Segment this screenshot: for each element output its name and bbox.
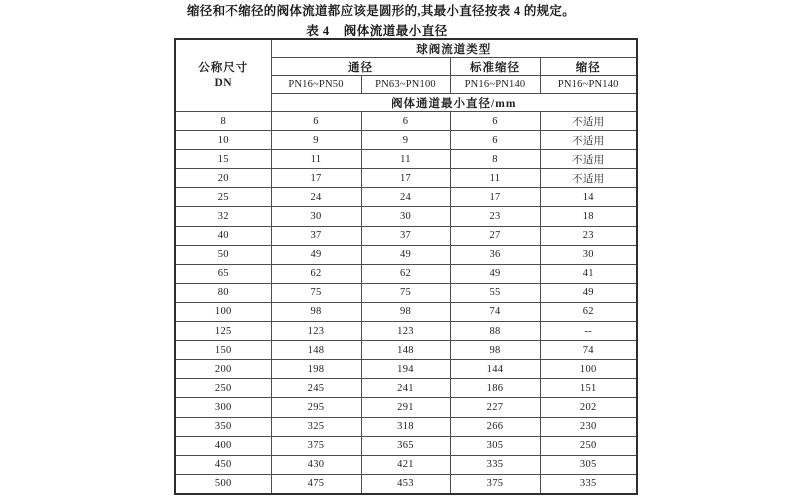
- table-row: [175, 302, 637, 321]
- min-bore-table: [174, 38, 638, 495]
- value-cell: 148: [361, 341, 450, 360]
- value-cell: 430: [271, 455, 361, 474]
- table-row: [175, 436, 637, 455]
- dn-cell: 15: [175, 150, 271, 169]
- table-row: [175, 455, 637, 474]
- table-row: [175, 188, 637, 207]
- value-cell: 6: [450, 112, 540, 131]
- value-cell: 98: [271, 302, 361, 321]
- dn-cell: 8: [175, 112, 271, 131]
- pn-range-cell-2: PN63~PN100: [361, 76, 450, 94]
- table-caption: [174, 21, 580, 39]
- value-cell: 75: [271, 283, 361, 302]
- table-row: [175, 150, 637, 169]
- value-cell: 186: [450, 379, 540, 398]
- value-cell: 9: [271, 131, 361, 150]
- header-row-type: [175, 39, 637, 58]
- dn-cell: 400: [175, 436, 271, 455]
- value-cell: 6: [361, 112, 450, 131]
- value-cell: 375: [271, 436, 361, 455]
- value-cell: 318: [361, 417, 450, 436]
- value-cell: 123: [271, 322, 361, 341]
- pn-range-cell-1: PN16~PN50: [271, 76, 361, 94]
- table-row: [175, 226, 637, 245]
- value-cell: 250: [540, 436, 637, 455]
- value-cell: 291: [361, 398, 450, 417]
- dn-cell: 40: [175, 226, 271, 245]
- table-row: [175, 169, 637, 188]
- value-cell: 49: [361, 245, 450, 264]
- dn-cell: 25: [175, 188, 271, 207]
- table-row: [175, 283, 637, 302]
- value-cell: 98: [450, 341, 540, 360]
- dn-cell: 125: [175, 322, 271, 341]
- value-cell: 62: [271, 264, 361, 283]
- value-cell: 365: [361, 436, 450, 455]
- value-cell: 49: [540, 283, 637, 302]
- value-cell: 75: [361, 283, 450, 302]
- value-cell: 325: [271, 417, 361, 436]
- value-cell: 37: [361, 226, 450, 245]
- table-row: [175, 245, 637, 264]
- table-row: [175, 417, 637, 436]
- table-caption-title: 阀体流道最小直径: [343, 24, 448, 38]
- dn-label: DN: [214, 76, 233, 89]
- dn-cell: 250: [175, 379, 271, 398]
- value-cell: 245: [271, 379, 361, 398]
- table-body: [175, 112, 637, 494]
- value-cell: 74: [450, 302, 540, 321]
- value-cell: 100: [540, 360, 637, 379]
- intro-text: 缩径和不缩径的阀体流道都应该是圆形的,其最小直径按表 4 的规定。: [187, 4, 576, 18]
- value-cell: 421: [361, 455, 450, 474]
- value-cell: 41: [540, 264, 637, 283]
- value-cell: 17: [271, 169, 361, 188]
- value-cell: 305: [450, 436, 540, 455]
- value-cell: 23: [450, 207, 540, 226]
- value-cell: 98: [361, 302, 450, 321]
- table-row: [175, 207, 637, 226]
- flow-type-header-cell: 球阀流道类型: [271, 39, 637, 58]
- value-cell: 11: [271, 150, 361, 169]
- value-cell: 227: [450, 398, 540, 417]
- value-cell: 23: [540, 226, 637, 245]
- dn-cell: 32: [175, 207, 271, 226]
- value-cell: 475: [271, 474, 361, 494]
- dn-cell: 10: [175, 131, 271, 150]
- dn-cell: 65: [175, 264, 271, 283]
- table-row: [175, 264, 637, 283]
- value-cell: 49: [271, 245, 361, 264]
- value-cell: 30: [271, 207, 361, 226]
- dn-cell: 20: [175, 169, 271, 188]
- value-cell: 11: [361, 150, 450, 169]
- value-cell: --: [540, 322, 637, 341]
- value-cell: 24: [361, 188, 450, 207]
- pn-range-cell-4: PN16~PN140: [540, 76, 637, 94]
- value-cell: 335: [450, 455, 540, 474]
- value-cell: 6: [450, 131, 540, 150]
- value-cell: 8: [450, 150, 540, 169]
- value-cell: 194: [361, 360, 450, 379]
- value-cell: 123: [361, 322, 450, 341]
- value-cell: 198: [271, 360, 361, 379]
- pn-range-cell-3: PN16~PN140: [450, 76, 540, 94]
- table-row: [175, 341, 637, 360]
- dn-cell: 50: [175, 245, 271, 264]
- value-cell: 230: [540, 417, 637, 436]
- table-row: [175, 360, 637, 379]
- table-row: [175, 398, 637, 417]
- value-cell: 295: [271, 398, 361, 417]
- dn-cell: 350: [175, 417, 271, 436]
- value-cell: 9: [361, 131, 450, 150]
- value-cell: 148: [271, 341, 361, 360]
- value-cell: 305: [540, 455, 637, 474]
- table-row: [175, 322, 637, 341]
- value-cell: 17: [450, 188, 540, 207]
- dn-cell: 150: [175, 341, 271, 360]
- value-cell: 88: [450, 322, 540, 341]
- value-cell: 62: [540, 302, 637, 321]
- value-cell: 36: [450, 245, 540, 264]
- value-cell: 不适用: [540, 169, 637, 188]
- value-cell: 24: [271, 188, 361, 207]
- bore-type-standard-reduced-cell: 标准缩径: [450, 58, 540, 76]
- bore-type-reduced-cell: 缩径: [540, 58, 637, 76]
- value-cell: 30: [540, 245, 637, 264]
- bore-type-full-cell: 通径: [271, 58, 450, 76]
- value-cell: 335: [540, 474, 637, 494]
- table-row: [175, 379, 637, 398]
- value-cell: 不适用: [540, 131, 637, 150]
- value-cell: 不适用: [540, 150, 637, 169]
- value-cell: 不适用: [540, 112, 637, 131]
- table-header: [175, 39, 637, 112]
- nominal-size-header-cell: [175, 39, 271, 112]
- table-row: [175, 131, 637, 150]
- value-cell: 55: [450, 283, 540, 302]
- value-cell: 151: [540, 379, 637, 398]
- table-caption-label: 表 4: [306, 24, 330, 38]
- value-cell: 11: [450, 169, 540, 188]
- value-cell: 14: [540, 188, 637, 207]
- unit-header-cell: 阀体通道最小直径/mm: [271, 94, 637, 112]
- value-cell: 453: [361, 474, 450, 494]
- value-cell: 49: [450, 264, 540, 283]
- table-row: [175, 112, 637, 131]
- dn-cell: 300: [175, 398, 271, 417]
- dn-cell: 500: [175, 474, 271, 494]
- value-cell: 74: [540, 341, 637, 360]
- value-cell: 241: [361, 379, 450, 398]
- value-cell: 62: [361, 264, 450, 283]
- value-cell: 17: [361, 169, 450, 188]
- table-row: [175, 474, 637, 494]
- value-cell: 375: [450, 474, 540, 494]
- value-cell: 27: [450, 226, 540, 245]
- value-cell: 144: [450, 360, 540, 379]
- dn-cell: 80: [175, 283, 271, 302]
- dn-cell: 200: [175, 360, 271, 379]
- dn-cell: 450: [175, 455, 271, 474]
- dn-cell: 100: [175, 302, 271, 321]
- value-cell: 6: [271, 112, 361, 131]
- value-cell: 266: [450, 417, 540, 436]
- nominal-size-label: 公称尺寸: [198, 61, 249, 74]
- value-cell: 18: [540, 207, 637, 226]
- value-cell: 30: [361, 207, 450, 226]
- value-cell: 202: [540, 398, 637, 417]
- value-cell: 37: [271, 226, 361, 245]
